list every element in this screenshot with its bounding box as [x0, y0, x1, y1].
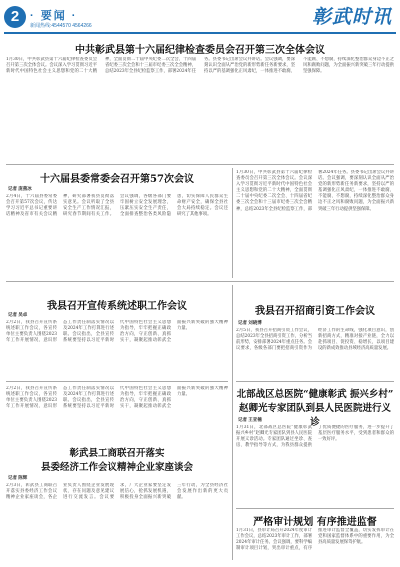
headline-clinic-line2: 赵卿光专家团队到县人民医院进行义诊 — [238, 403, 391, 428]
byline-publicity-meeting: 记者 吴卓 — [8, 312, 28, 317]
divider — [6, 164, 394, 165]
article-clinic-body: 1月31日，北部战区总医院“健康彰武 振兴乡村”赵卿光专家团队到县人民医院开展义诊活动。专家团队通过坐诊、查房、教学指导等方式，为我县群众提供了优质便捷的医疗服务，进一步提升了基层医疗服务水平，受到患者和群众的一致好评。 — [236, 425, 394, 449]
byline-standing-committee: 记者 庞燕冰 — [8, 186, 32, 191]
article-publicity-continued: 2月2日，我县召开宣传系统述职工作会议，各宣传单位主要负责人围绕2023年工作开展情况、意识形态工作责任制落实情况以及2024年工作打算进行述职。会议指出，全县宣传系统要坚持以习近平新时代中国特色社会主义思想为指导，牢牢把握正确政治方向，守正创新、真抓实干，凝聚起推动彰武全面振兴新突破的强大精神力量。 — [6, 386, 228, 410]
headline-audit: 严格审计规划 有序推进监督 — [253, 517, 377, 528]
headline-publicity-meeting: 我县召开宣传系统述职工作会议 — [47, 301, 187, 312]
divider — [236, 508, 394, 509]
article-top-continued: 1月30日，中共彰武县第十六届纪律检查委员会召开第三次全体会议。会议深入学习贯彻习近平新时代中国特色社会主义思想和党的二十大精神，全面贯彻二十届中央纪委二次全会、十四届省纪委三次全会和十三届市纪委三次全会精神，总结2023年全县纪检监察工作，部署2024年任务。县委书记出席会议并讲话。会议强调，要深刻认识全面从严治党的新形势新任务新要求，坚持以严的基调强化正风肃纪，一体推进不敢腐、不能腐、不想腐，持续深化整治群众身边不正之风和腐败问题，为全面振兴新突破三年行动提供坚强保障。 — [236, 170, 394, 212]
headline-standing-committee: 十六届县委常委会召开第57次会议 — [40, 174, 194, 185]
headline-top: 中共彰武县第十六届纪律检查委员会召开第三次全体会议 — [75, 45, 325, 56]
byline-commerce: 记者 陈辉 — [8, 475, 28, 480]
headline-investment-meeting: 我县召开招商引资工作会议 — [255, 306, 375, 317]
divider — [236, 381, 394, 382]
page-number: 2 — [4, 6, 26, 28]
headline-commerce-line1: 彰武县工商联召开落实 — [69, 448, 165, 459]
article-top-body: 1月30日，中共彰武县第十六届纪律检查委员会召开第三次全体会议。会议深入学习贯彻习近平新时代中国特色社会主义思想和党的二十大精神，全面贯彻二十届中央纪委二次全会、十四届省纪委三次全会和十三届市纪委三次全会精神，总结2023年全县纪检监察工作，部署2024年任务。县委书记出席会议并讲话。会议强调，要深刻认识全面从严治党的新形势新任务新要求，坚持以严的基调强化正风肃纪，一体推进不敢腐、不能腐、不想腐，持续深化整治群众身边不正之风和腐败问题，为全面振兴新突破三年行动提供坚强保障。 — [6, 57, 394, 75]
newspaper-logo: 彰武时讯 — [311, 6, 392, 28]
byline-investment-meeting: 记者 刘晓博 — [238, 320, 262, 325]
divider — [6, 381, 228, 382]
article-investment-body: 2月5日，我县召开招商引资工作会议，总结2023年全县招商引资工作，分析当前形势，安排部署2024年重点任务。会议要求，各级各部门要把招商引资作为经济工作的生命线，强化项目意识，创新招商方式，精准对接产业链，全力以赴抓项目、促投资、稳增长，以项目建设的新成效推动县域经济高质量发展。 — [236, 328, 394, 352]
headline-clinic-line1: 北部战区总医院“健康彰武 振兴乡村” — [236, 389, 394, 400]
news-hotline: 新闻热线:4544570 4564266 — [30, 23, 92, 29]
article-commerce-body: 2月3日，彰武县工商联召开落实县委经济工作会议精神企业家座谈会，各企业负责人围绕企业发展现状、存在问题及意见建议进行交流发言。会议要求，广大企业家要坚定发展信心，抢抓发展机遇，积极投身全面振兴新突破三年行动，为全县经济社会发展作出新的更大贡献。 — [6, 483, 228, 501]
article-standing-committee-body: 2月4日，十六届县委常委会召开第57次会议，传达学习习近平总书记重要讲话精神及省市有关会议精神，研究部署我县贯彻落实意见。会议听取了全县安全生产工作情况汇报，研究春节期间有关工作。会议强调，各级各部门要牢固树立安全发展理念，压紧压实安全生产责任，全面排查整治各类风险隐患，切实保障人民群众生命财产安全，确保全县社会大局持续稳定。会议还研究了其他事项。 — [6, 194, 228, 218]
header-rule — [4, 32, 396, 34]
column-divider — [232, 168, 233, 278]
article-audit-body: 1月31日，县审计局召开2024年度审计工作会议，总结2023年审计工作，部署2024年审计任务。会议强调，要科学编制审计项目计划，突出审计重点，有序推进审计监督全覆盖，切实发挥审计在党和国家监督体系中的重要作用，为全县高质量发展保驾护航。 — [236, 528, 394, 552]
article-publicity-body: 2月2日，我县召开宣传系统述职工作会议，各宣传单位主要负责人围绕2023年工作开展情况、意识形态工作责任制落实情况以及2024年工作打算进行述职。会议指出，全县宣传系统要坚持以习近平新时代中国特色社会主义思想为指导，牢牢把握正确政治方向，守正创新、真抓实干，凝聚起推动彰武全面振兴新突破的强大精神力量。 — [6, 320, 228, 344]
divider — [6, 281, 394, 282]
section-title: · 要闻 · — [30, 10, 78, 22]
masthead — [0, 0, 400, 36]
column-divider — [232, 285, 233, 560]
headline-commerce-line2: 县委经济工作会议精神企业家座谈会 — [40, 462, 193, 473]
byline-clinic: 记者 王亚楠 — [238, 417, 262, 422]
